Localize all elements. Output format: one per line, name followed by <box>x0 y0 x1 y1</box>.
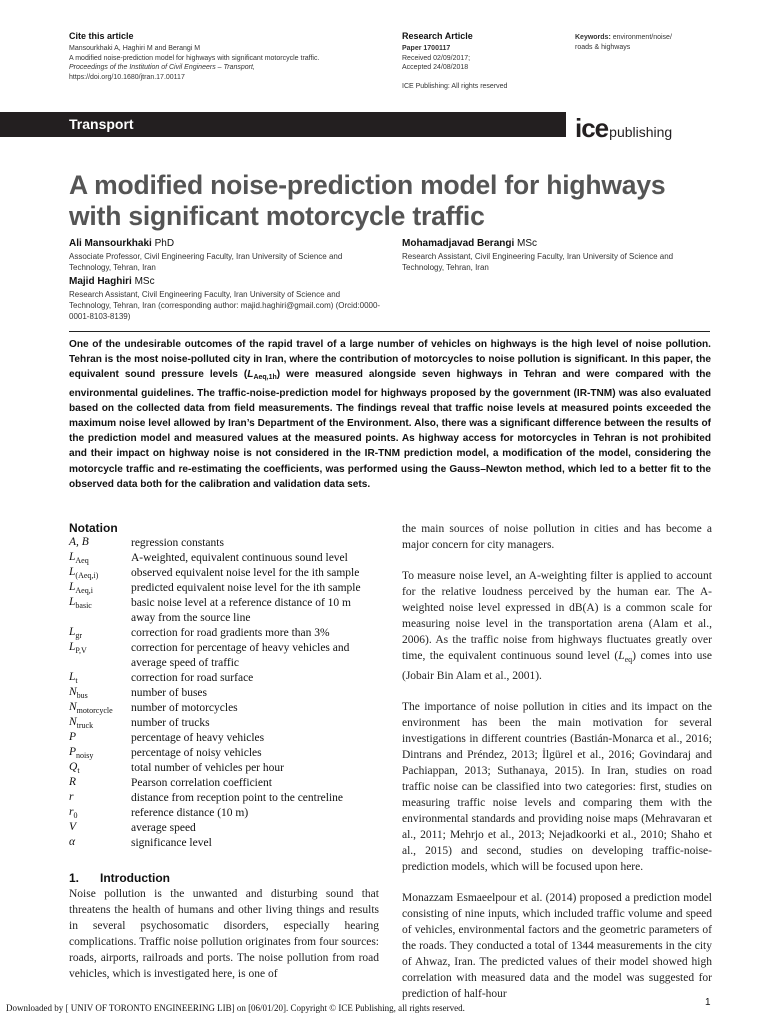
notation-description: significance level <box>131 837 212 849</box>
author-name <box>69 238 174 249</box>
keywords-line-1 <box>575 33 672 43</box>
abstract-divider <box>69 331 710 332</box>
notation-description: Pearson correlation coefficient <box>131 777 272 789</box>
notation-description: A-weighted, equivalent continuous sound level <box>131 552 348 564</box>
cite-authors: Mansourkhaki A, Haghiri M and Berangi M <box>69 45 201 52</box>
author-2-name: Majid Haghiri <box>69 276 132 287</box>
paragraph: Monazzam Esmaeelpour et al. (2014) proposed a prediction model consisting of nine inputs, which included traffic volume and speed of vehicles, environmental factors and the geometric parameters of the roads. They conducted a total of 1344 measurements in the city of Ahwaz, Iran. The predicted values of their model showed high correlation with measured data and the model was suggested for prediction of half-hour <box>402 892 712 1000</box>
notation-symbol-main: P <box>69 746 77 758</box>
rights-notice: ICE Publishing: All rights reserved <box>402 83 508 90</box>
keywords-value-1: environment/noise/ <box>612 34 672 41</box>
cite-title: A modified noise-prediction model for highways with significant motorcycle traffic. <box>69 54 320 62</box>
author-1-name: Ali Mansourkhaki <box>69 238 152 249</box>
notation-description: distance from reception point to the centreline <box>131 792 344 804</box>
author-3-degree: MSc <box>517 238 538 249</box>
notation-symbol <box>69 641 87 655</box>
notation-description: reference distance (10 m) <box>131 807 249 819</box>
cite-doi-link[interactable]: https://doi.org/10.1680/jtran.17.00117 <box>69 73 185 81</box>
notation-description: regression constants <box>131 537 224 549</box>
notation-symbol-main: L <box>69 566 76 578</box>
notation-symbol-subscript: basic <box>75 601 92 610</box>
notation-symbol-main: P <box>69 731 77 743</box>
author-name <box>402 238 537 249</box>
abstract-symbol-sub: Aeq,1h <box>253 374 277 382</box>
notation-symbol <box>69 551 89 565</box>
notation-description: number of trucks <box>131 717 210 729</box>
paper-number: Paper 1700117 <box>402 45 451 52</box>
notation-symbol-subscript: (Aeq,i) <box>75 571 99 580</box>
notation-symbol <box>69 701 113 715</box>
author-2-degree: MSc <box>134 276 155 287</box>
notation-symbol-subscript: Aeq <box>75 556 89 565</box>
author-2-affiliation: Research Assistant, Civil Engineering Faculty, Iran University of Science and Technology, Tehran, Iran (corresponding author: majid.haghiri@gmail.com) (Orcid:0000-0001-8103-8139) <box>69 290 381 321</box>
notation-symbol-main: L <box>69 581 76 593</box>
abstract-text-2: ) were measured alongside seven highways in Tehran and were compared with the environmental guidelines. The traffic-noise-prediction model for highways proposed by the government (IR-TNM) was also evaluated based on the collected data from field measurements. The findings reveal that traffic noise levels at measured points exceeded the maximum noise level allowed by Iran’s Department of the Environment. Also, there was a significant difference between the results of the prediction model and measured values at the measured points. As highway access for motorcycles in Tehran is not prohibited and their impact on highway noise is not considered in the IR-TNM prediction model, a modification of the model, considering the motorcycle traffic and re-estimating the coefficients, was performed using the Gauss–Newton method, which led to a better fit to the observed data both for the calibration and validation data sets. <box>69 369 712 490</box>
notation-symbol-main: A, B <box>69 536 89 548</box>
notation-symbol <box>69 746 93 760</box>
received-date: Received 02/09/2017; <box>402 54 471 62</box>
notation-symbol-subscript: truck <box>76 721 94 730</box>
notation-symbol <box>69 716 93 730</box>
notation-symbol <box>69 731 76 743</box>
notation-symbol-main: V <box>69 821 77 833</box>
download-notice: Downloaded by [ UNIV OF TORONTO ENGINEERING LIB] on [06/01/20]. Copyright © ICE Publishing, all rights reserved. <box>6 1003 465 1013</box>
notation-symbol-main: N <box>69 716 77 728</box>
abstract-symbol: L <box>247 369 254 381</box>
notation-symbol-main: r <box>69 791 74 803</box>
paragraph: The importance of noise pollution in cities and its impact on the environment has been the main motivation for several investigations in different countries (Bastián-Monarca et al., 2016; Dintrans and Préndez, 2013; İlgürel et al., 2016; Govindaraj and Pachiappan, 2013; Suthanaya, 2015). In Iran, studies on road traffic noise can be classified into two categories: first, studies on measuring traffic noise levels and comparing them with the environmental standards and providing noise maps (Mehravaran et al., 2011; Mehrjo et al., 2013; Nejadkoorki et al., 2010; Shaho et al., 2015) and second, studies on developing traffic-noise-prediction models, which will be focused upon here. <box>402 701 712 873</box>
notation-symbol-subscript: t <box>77 766 80 775</box>
notation-symbol <box>69 581 93 595</box>
notation-description: predicted equivalent noise level for the ith sample <box>131 582 361 594</box>
notation-symbol <box>69 671 78 685</box>
paragraph-symbol: L <box>618 650 625 662</box>
paragraph <box>402 568 712 684</box>
notation-symbol-subscript: gr <box>75 631 83 640</box>
paragraph: the main sources of noise pollution in cities and has become a major concern for city managers. <box>402 523 712 551</box>
notation-symbol <box>69 686 88 700</box>
keywords-value-2: roads & highways <box>575 43 631 51</box>
notation-symbol-subscript: 0 <box>73 811 78 820</box>
notation-symbol-main: N <box>69 686 77 698</box>
notation-description: average speed <box>131 822 196 834</box>
cite-journal: Proceedings of the Institution of Civil Engineers – Transport, <box>69 64 255 71</box>
notation-symbol <box>69 596 92 610</box>
notation-description: correction for road gradients more than 3% <box>131 627 330 639</box>
notation-symbol-main: R <box>69 776 77 788</box>
notation-symbol <box>69 821 76 833</box>
abstract <box>69 337 711 492</box>
section-number: 1. <box>69 871 80 885</box>
notation-symbol-main: N <box>69 701 77 713</box>
notation-symbol-main: L <box>69 641 76 653</box>
notation-description: percentage of heavy vehicles <box>131 732 265 744</box>
notation-description: number of buses <box>131 687 208 699</box>
notation-symbol-subscript: P,V <box>75 646 87 655</box>
notation-symbol-main: Q <box>69 761 78 773</box>
paragraph-text: ) comes into use (Jobair Bin Alam et al., 2001). <box>402 650 712 682</box>
logo-ice-text: ice <box>575 113 609 143</box>
author-3-affiliation: Research Assistant, Civil Engineering Faculty, Iran University of Science and Technology, Tehran, Iran <box>402 252 674 272</box>
notation-symbol-main: L <box>69 596 76 608</box>
author-1-affiliation: Associate Professor, Civil Engineering Faculty, Iran University of Science and Technology, Tehran, Iran <box>69 252 343 272</box>
notation-symbol-subscript: motorcycle <box>76 706 113 715</box>
notation-symbol <box>69 566 98 580</box>
notation-symbol <box>69 791 73 803</box>
notation-symbol-subscript: bus <box>76 691 88 700</box>
notation-symbol-subscript: Aeq,i <box>75 586 93 595</box>
cite-heading: Cite this article <box>69 31 134 41</box>
right-column <box>402 521 712 1017</box>
notation-symbol <box>69 776 76 788</box>
article-title: A modified noise-prediction model for highways with significant motorcycle traffic <box>69 170 666 231</box>
logo-publishing-text: publishing <box>609 124 673 140</box>
notation-heading: Notation <box>69 521 118 535</box>
section-heading-introduction <box>69 871 170 885</box>
notation-symbol <box>69 626 82 640</box>
author-name <box>69 276 155 287</box>
notation-symbol <box>69 536 89 548</box>
notation-symbol-main: L <box>69 671 76 683</box>
introduction-paragraph: Noise pollution is the unwanted and disturbing sound that threatens the health of humans and other living things and results in several psychosomatic disorders, especially hearing complications. Traffic noise pollution originates from four sources: roads, airports, railroads and ports. The noise pollution from road vehicles, which is investigated here, is one of <box>69 888 379 980</box>
section-title: Introduction <box>100 871 170 885</box>
author-1-degree: PhD <box>154 238 175 249</box>
keywords-label: Keywords: <box>575 34 611 41</box>
notation-description: observed equivalent noise level for the ith sample <box>131 567 360 579</box>
notation-description: correction for road surface <box>131 672 254 684</box>
paragraph-text: To measure noise level, an A-weighting filter is applied to account for the relative loudness perceived by the human ear. The A-weighted noise level expressed in dB(A) is a common scale for measuring noise level in the transportation arena (Alam et al., 2006). As the traffic noise from highways fluctuates greatly over time, the equivalent continuous sound level ( <box>402 570 712 662</box>
paragraph-symbol-sub: eq <box>624 655 633 664</box>
notation-symbol-subscript: t <box>75 676 78 685</box>
notation-description: percentage of noisy vehicles <box>131 747 262 759</box>
notation-symbol <box>69 761 80 775</box>
ice-publishing-logo <box>575 113 672 144</box>
abstract-text-1: One of the undesirable outcomes of the rapid travel of a large number of vehicles on highways is the high level of noise pollution. Tehran is the most noise-polluted city in Iran, where the contribution of motorcycles to noise pollution is significant. In this paper, the equivalent sound pressure levels ( <box>69 339 711 381</box>
notation-description: correction for percentage of heavy vehicles and average speed of traffic <box>131 642 350 669</box>
notation-symbol-subscript: noisy <box>76 751 94 760</box>
notation-symbol <box>69 806 77 820</box>
notation-symbol-main: L <box>69 551 76 563</box>
author-3-name: Mohamadjavad Berangi <box>402 238 515 249</box>
section-label: Transport <box>69 116 134 132</box>
notation-symbol <box>69 836 75 848</box>
notation-symbol-main: α <box>69 836 76 848</box>
notation-symbol-main: r <box>69 806 74 818</box>
accepted-date: Accepted 24/08/2018 <box>402 64 469 71</box>
notation-description: number of motorcycles <box>131 702 238 714</box>
page-number: 1 <box>705 997 711 1008</box>
notation-description: basic noise level at a reference distance of 10 m away from the source line <box>131 597 351 624</box>
notation-description: total number of vehicles per hour <box>131 762 284 774</box>
notation-symbol-main: L <box>69 626 76 638</box>
article-type: Research Article <box>402 31 473 41</box>
